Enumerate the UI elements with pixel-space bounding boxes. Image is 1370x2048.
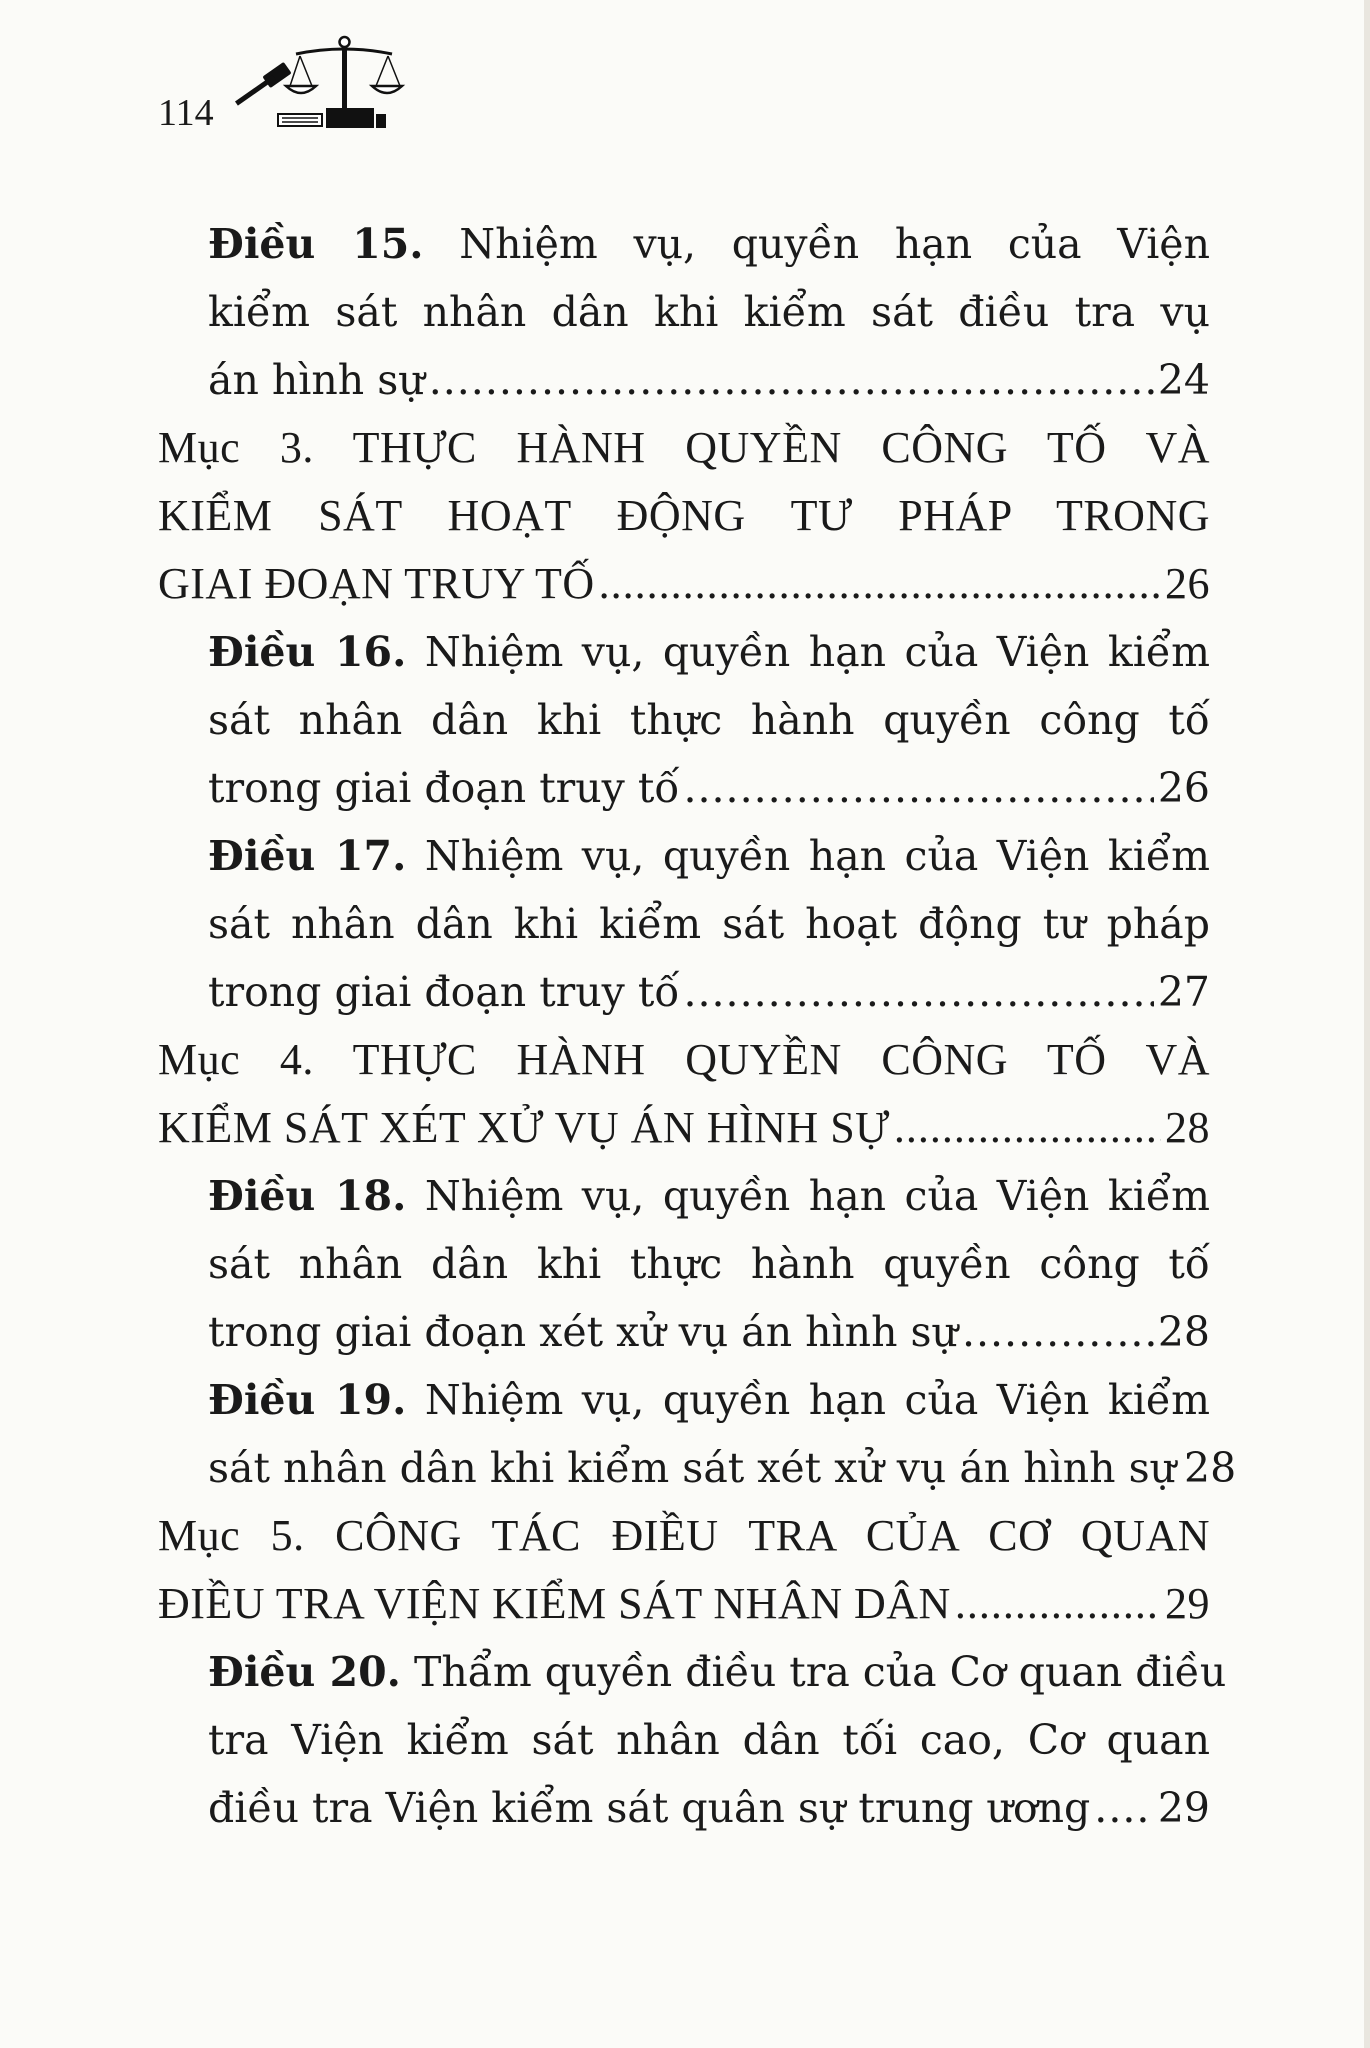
toc-entry-line (208, 210, 1210, 278)
toc-entry-line (208, 1638, 1227, 1706)
toc-entry-text: điều tra Viện kiểm sát quân sự trung ương (208, 1784, 1091, 1832)
toc-entry-text: Nhiệm vụ, quyền hạn của Viện kiểm (424, 1172, 1210, 1220)
toc-page-number: 26 (1157, 764, 1210, 812)
toc-entry-line (158, 1570, 1210, 1638)
toc-entry-line (208, 618, 1210, 686)
toc-page-number: 26 (1165, 559, 1210, 608)
toc-section-entry (158, 1502, 1210, 1638)
toc-entry-line (208, 278, 1210, 346)
toc-entry-text: Nhiệm vụ, quyền hạn của Viện kiểm (424, 1376, 1210, 1424)
toc-article-entry (208, 822, 1210, 1026)
toc-entry-text: KIỂM SÁT XÉT XỬ VỤ ÁN HÌNH SỰ (158, 1103, 890, 1152)
toc-entry-text: GIAI ĐOẠN TRUY TỐ (158, 559, 595, 608)
toc-entry-line (208, 890, 1210, 958)
toc-entry-line (208, 1366, 1210, 1434)
toc-entry-text: Nhiệm vụ, quyền hạn của Viện (459, 220, 1210, 268)
toc-entry-text: sát nhân dân khi kiểm sát xét xử vụ án hình sự (208, 1444, 1177, 1492)
toc-entry-text: tra Viện kiểm sát nhân dân tối cao, Cơ quan (208, 1716, 1210, 1764)
toc-entry-text: án hình sự (208, 356, 425, 404)
toc-entry-line (208, 1774, 1210, 1842)
toc-entry-text: KIỂM SÁT HOẠT ĐỘNG TƯ PHÁP TRONG (158, 491, 1210, 540)
toc-entry-line (158, 1026, 1210, 1094)
toc-entry-text: Thẩm quyền điều tra của Cơ quan điều (413, 1648, 1227, 1696)
toc-entry-label: Điều 20. (208, 1648, 401, 1696)
toc-entry-text: sát nhân dân khi thực hành quyền công tố (208, 1240, 1210, 1288)
dot-leader (894, 1094, 1161, 1162)
dot-leader (429, 346, 1154, 414)
toc-entry-line (158, 1502, 1210, 1570)
toc-page-number: 28 (1184, 1444, 1237, 1492)
toc-entry-line (158, 1094, 1210, 1162)
toc-page-number: 28 (1157, 1308, 1210, 1356)
toc-entry-text: Nhiệm vụ, quyền hạn của Viện kiểm (424, 628, 1210, 676)
toc-entry-text: trong giai đoạn xét xử vụ án hình sự (208, 1308, 958, 1356)
toc-entry-text: ĐIỀU TRA VIỆN KIỂM SÁT NHÂN DÂN (158, 1579, 951, 1628)
toc-entry-line (208, 754, 1210, 822)
toc-entry-text: kiểm sát nhân dân khi kiểm sát điều tra vụ (208, 288, 1210, 336)
toc-entry-line (208, 822, 1210, 890)
toc-page-number: 28 (1165, 1103, 1210, 1152)
toc-entry-line (208, 1434, 1237, 1502)
toc-page-number: 29 (1157, 1784, 1210, 1832)
toc-entry-line (158, 550, 1210, 618)
toc-entry-text: Mục 5. CÔNG TÁC ĐIỀU TRA CỦA CƠ QUAN (158, 1511, 1210, 1560)
toc-entry-line (208, 1230, 1210, 1298)
toc-section-entry (158, 1026, 1210, 1162)
page-number: 114 (158, 92, 214, 134)
toc-entry-label: Điều 17. (208, 832, 407, 880)
toc-entry-line (208, 686, 1210, 754)
toc-entry-line (208, 958, 1210, 1026)
toc-entry-line (208, 1298, 1210, 1366)
toc-article-entry (208, 210, 1210, 414)
toc-entry-text: Nhiệm vụ, quyền hạn của Viện kiểm (424, 832, 1210, 880)
toc-article-entry (208, 1366, 1237, 1502)
toc-article-entry (208, 1162, 1210, 1366)
dot-leader (683, 958, 1153, 1026)
dot-leader (599, 550, 1161, 618)
dot-leader (683, 754, 1153, 822)
toc-article-entry (208, 1638, 1227, 1842)
table-of-contents (158, 210, 1237, 1842)
dot-leader (962, 1298, 1154, 1366)
scales-of-justice-and-gavel-icon (226, 28, 406, 142)
toc-entry-text: sát nhân dân khi thực hành quyền công tố (208, 696, 1210, 744)
toc-entry-text: trong giai đoạn truy tố (208, 764, 680, 812)
toc-entry-label: Điều 15. (208, 220, 424, 268)
toc-page-number: 29 (1165, 1579, 1210, 1628)
dot-leader (955, 1570, 1161, 1638)
toc-entry-line (208, 1706, 1210, 1774)
toc-entry-label: Điều 18. (208, 1172, 407, 1220)
toc-entry-label: Điều 16. (208, 628, 407, 676)
toc-section-entry (158, 414, 1210, 618)
dot-leader (1094, 1774, 1154, 1842)
toc-entry-text: Mục 4. THỰC HÀNH QUYỀN CÔNG TỐ VÀ (158, 1035, 1210, 1084)
toc-entry-text: Mục 3. THỰC HÀNH QUYỀN CÔNG TỐ VÀ (158, 423, 1210, 472)
toc-article-entry (208, 618, 1210, 822)
page-header (158, 28, 406, 142)
toc-entry-line (208, 346, 1210, 414)
toc-entry-line (208, 1162, 1210, 1230)
toc-entry-line (158, 414, 1210, 482)
toc-page-number: 24 (1157, 356, 1210, 404)
toc-page-number: 27 (1157, 968, 1210, 1016)
toc-entry-label: Điều 19. (208, 1376, 407, 1424)
toc-entry-text: sát nhân dân khi kiểm sát hoạt động tư pháp (208, 900, 1210, 948)
toc-entry-line (158, 482, 1210, 550)
toc-entry-text: trong giai đoạn truy tố (208, 968, 680, 1016)
